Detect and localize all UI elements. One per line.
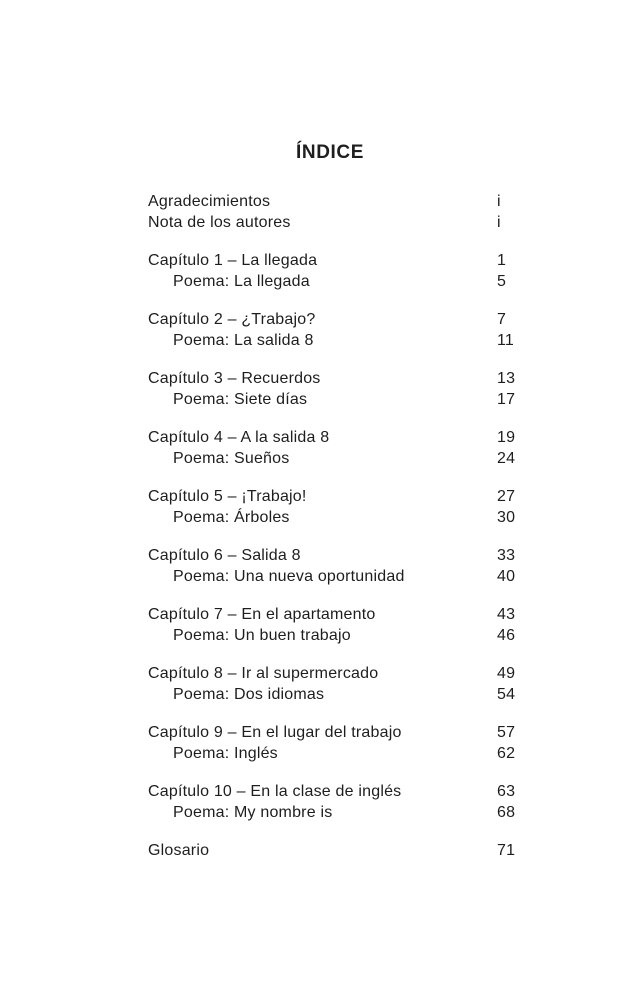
toc-entry-chapter — [148, 604, 625, 625]
toc-entry-nota-autores — [148, 212, 625, 233]
toc-entry-poema — [148, 389, 625, 410]
toc-entry-page: 54 — [497, 686, 516, 703]
toc-entry-label: Poema: Árboles — [173, 509, 290, 526]
chapter-group-3 — [148, 368, 625, 410]
chapter-group-9 — [148, 722, 625, 764]
toc-entry-page: i — [497, 193, 501, 210]
chapter-group-4 — [148, 427, 625, 469]
toc-entry-page: 68 — [497, 804, 516, 821]
toc-entry-chapter — [148, 722, 625, 743]
toc-entry-poema — [148, 566, 625, 587]
toc-entry-page: 46 — [497, 627, 516, 644]
toc-entry-page: 62 — [497, 745, 516, 762]
toc-entry-label: Poema: Sueños — [173, 450, 290, 467]
toc-entry-label: Capítulo 3 – Recuerdos — [148, 370, 321, 387]
toc-entry-poema — [148, 448, 625, 469]
toc-entry-page: i — [497, 214, 501, 231]
toc-entry-label: Capítulo 1 – La llegada — [148, 252, 318, 269]
toc-entry-page: 57 — [497, 724, 516, 741]
chapter-group-6 — [148, 545, 625, 587]
toc-entry-poema — [148, 684, 625, 705]
toc-entry-label: Poema: La llegada — [173, 273, 310, 290]
toc-entry-label: Poema: La salida 8 — [173, 332, 314, 349]
toc-entry-poema — [148, 330, 625, 351]
toc-entry-label: Capítulo 6 – Salida 8 — [148, 547, 301, 564]
toc-entry-page: 27 — [497, 488, 516, 505]
toc-entry-page: 24 — [497, 450, 516, 467]
front-matter-section — [148, 191, 625, 233]
toc-entry-page: 11 — [497, 332, 515, 349]
toc-entry-chapter — [148, 545, 625, 566]
toc-entry-chapter — [148, 486, 625, 507]
toc-entry-label: Capítulo 5 – ¡Trabajo! — [148, 488, 307, 505]
toc-entry-poema — [148, 625, 625, 646]
toc-entry-label: Poema: Siete días — [173, 391, 308, 408]
toc-entry-poema — [148, 271, 625, 292]
toc-entry-page: 17 — [497, 391, 516, 408]
toc-entry-label: Capítulo 8 – Ir al supermercado — [148, 665, 379, 682]
toc-entry-page: 43 — [497, 606, 516, 623]
toc-entry-chapter — [148, 427, 625, 448]
toc-entry-chapter — [148, 663, 625, 684]
toc-entry-label: Glosario — [148, 842, 210, 859]
toc-entry-page: 71 — [497, 842, 516, 859]
toc-entry-label: Capítulo 7 – En el apartamento — [148, 606, 376, 623]
toc-entry-page: 63 — [497, 783, 516, 800]
toc-entry-label: Poema: Inglés — [173, 745, 278, 762]
toc-entry-page: 40 — [497, 568, 516, 585]
toc-entry-poema — [148, 743, 625, 764]
toc-entry-page: 30 — [497, 509, 516, 526]
back-matter-section — [148, 840, 625, 861]
toc-entry-label: Poema: My nombre is — [173, 804, 333, 821]
chapter-group-1 — [148, 250, 625, 292]
toc-entry-agradecimientos — [148, 191, 625, 212]
toc-entry-chapter — [148, 309, 625, 330]
chapter-group-2 — [148, 309, 625, 351]
toc-entry-page: 13 — [497, 370, 516, 387]
toc-entry-label: Agradecimientos — [148, 193, 271, 210]
chapter-group-10 — [148, 781, 625, 823]
toc-entry-page: 19 — [497, 429, 516, 446]
toc-entry-label: Capítulo 10 – En la clase de inglés — [148, 783, 402, 800]
toc-entry-label: Capítulo 4 – A la salida 8 — [148, 429, 330, 446]
toc-entry-page: 7 — [497, 311, 507, 328]
toc-entry-page: 49 — [497, 665, 516, 682]
toc-entry-label: Poema: Una nueva oportunidad — [173, 568, 405, 585]
toc-entry-page: 5 — [497, 273, 507, 290]
toc-entry-label: Nota de los autores — [148, 214, 291, 231]
chapter-group-7 — [148, 604, 625, 646]
toc-entry-page: 33 — [497, 547, 516, 564]
toc-entry-label: Capítulo 2 – ¿Trabajo? — [148, 311, 316, 328]
toc-entry-chapter — [148, 250, 625, 271]
toc-entry-label: Capítulo 9 – En el lugar del trabajo — [148, 724, 402, 741]
chapter-group-8 — [148, 663, 625, 705]
toc-entry-chapter — [148, 781, 625, 802]
toc-entry-page: 1 — [497, 252, 507, 269]
toc-entry-label: Poema: Dos idiomas — [173, 686, 325, 703]
chapter-group-5 — [148, 486, 625, 528]
toc-entry-label: Poema: Un buen trabajo — [173, 627, 351, 644]
toc-entry-poema — [148, 802, 625, 823]
page-title: ÍNDICE — [296, 142, 364, 163]
toc-entry-glosario — [148, 840, 625, 861]
toc-entry-poema — [148, 507, 625, 528]
toc-entry-chapter — [148, 368, 625, 389]
